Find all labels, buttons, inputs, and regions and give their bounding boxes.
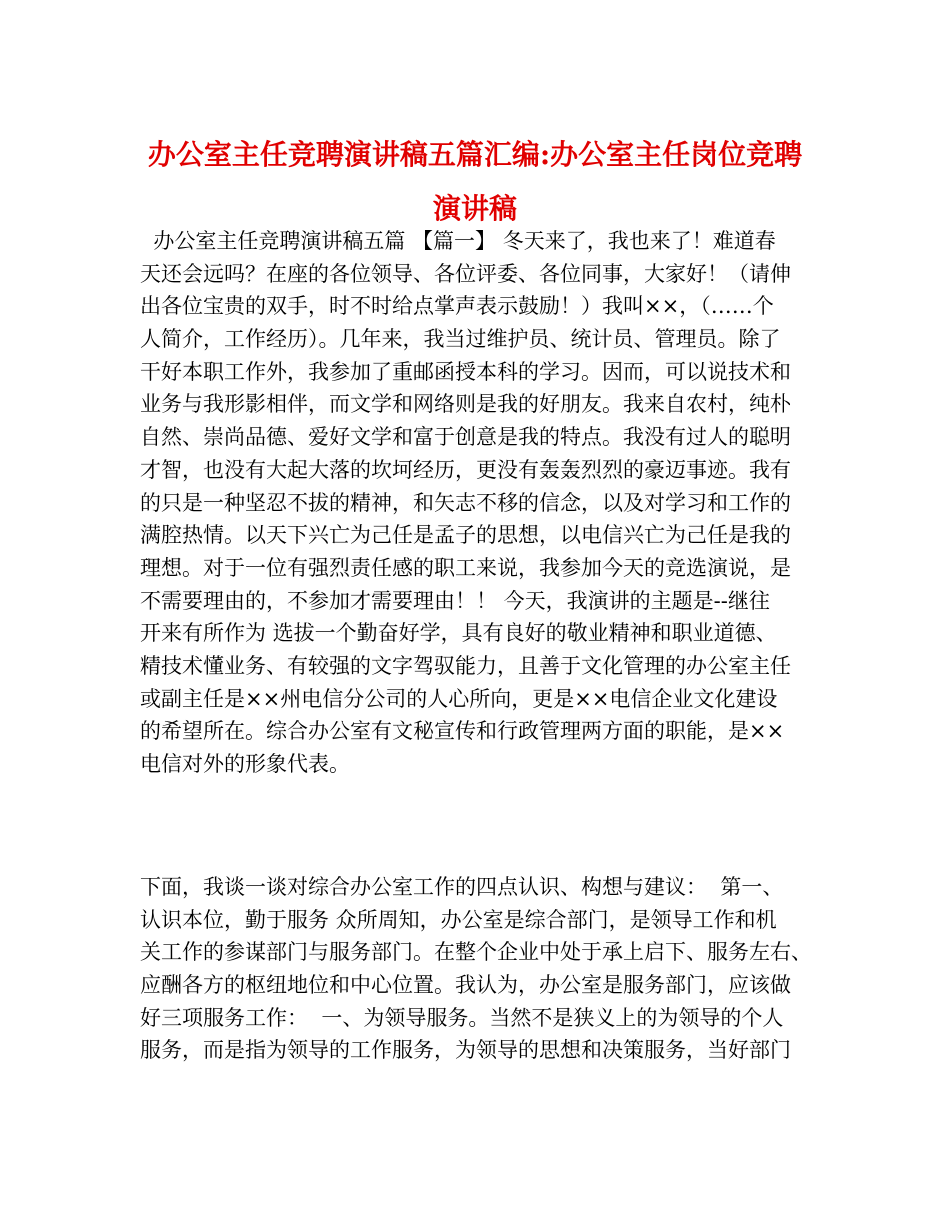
text-line: 应酬各方的枢纽地位和中心位置。我认为，办公室是服务部门，应该做: [140, 973, 791, 998]
text-line: 出各位宝贵的双手，时不时给点掌声表示鼓励！）我叫××，（……个: [140, 294, 774, 319]
paragraph-2: [140, 871, 825, 1067]
text-line: 满腔热情。以天下兴亡为己任是孟子的思想，以电信兴亡为己任是我的: [140, 523, 791, 548]
text-line: 的希望所在。综合办公室有文秘宣传和行政管理两方面的职能，是××: [140, 719, 785, 744]
text-line: 开来有所作为 选拔一个勤奋好学，具有良好的敬业精神和职业道德、: [140, 621, 777, 646]
text-line: 办公室主任竞聘演讲稿五篇 【篇一】 冬天来了，我也来了！难道春: [140, 229, 776, 253]
text-line: 自然、崇尚品德、爱好文学和富于创意是我的特点。我没有过人的聪明: [140, 425, 791, 450]
text-line: 的只是一种坚忍不拔的精神，和矢志不移的信念，以及对学习和工作的: [140, 490, 791, 515]
text-line: 才智，也没有大起大落的坎坷经历，更没有轰轰烈烈的豪迈事迹。我有: [140, 457, 791, 482]
text-line: 下面，我谈一谈对综合办公室工作的四点认识、构想与建议： 第一、: [140, 875, 784, 899]
text-line: 关工作的参谋部门与服务部门。在整个企业中处于承上启下、服务左右、: [140, 940, 812, 965]
text-line: 好三项服务工作： 一、为领导服务。当然不是狭义上的为领导的个人: [140, 1005, 784, 1030]
text-line: 业务与我形影相伴，而文学和网络则是我的好朋友。我来自农村，纯朴: [140, 392, 791, 417]
title-line-2: 演讲稿: [432, 192, 517, 225]
text-line: 认识本位，勤于服务 众所周知，办公室是综合部门，是领导工作和机: [140, 907, 777, 932]
text-line: 干好本职工作外，我参加了重邮函授本科的学习。因而，可以说技术和: [140, 359, 791, 384]
text-line: 电信对外的形象代表。: [140, 752, 350, 776]
paragraph-1: [140, 225, 825, 781]
text-line: 理想。对于一位有强烈责任感的职工来说，我参加今天的竞选演说，是: [140, 555, 791, 580]
text-line: 或副主任是××州电信分公司的人心所向，更是××电信企业文化建设: [140, 686, 778, 711]
text-line: 不需要理由的，不参加才需要理由！！ 今天，我演讲的主题是--继往: [140, 588, 770, 613]
text-line: 天还会远吗？在座的各位领导、各位评委、各位同事，大家好！（请伸: [140, 261, 791, 286]
text-line: 服务，而是指为领导的工作服务，为领导的思想和决策服务，当好部门: [140, 1038, 791, 1063]
document-title: [120, 128, 830, 236]
title-line-1: 办公室主任竞聘演讲稿五篇汇编:办公室主任岗位竞聘: [147, 138, 803, 171]
text-line: 人简介，工作经历）。几年来，我当过维护员、统计员、管理员。除了: [140, 327, 781, 352]
text-line: 精技术懂业务、有较强的文字驾驭能力，且善于文化管理的办公室主任: [140, 653, 791, 678]
